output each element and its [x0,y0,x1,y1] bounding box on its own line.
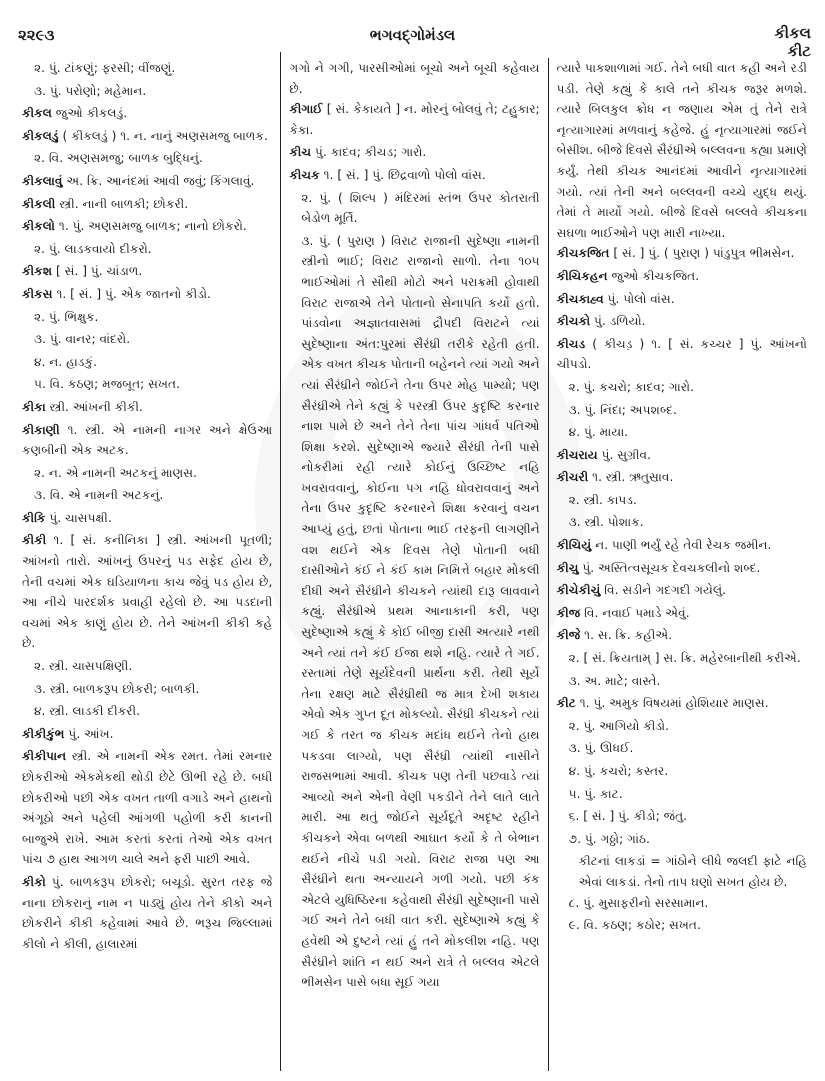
sense-definition: ૩. પું. નિંદા; અપશબ્દ. [568,402,677,417]
headword: કીચક [289,167,320,182]
definition-text: પું. કાદવ; કીચડ; ગારો. [311,145,427,160]
definition-text: જુઓ કીચકજિત. [607,268,700,283]
definition-text: [ સં. ] પું. ચાંડાળ. [52,264,143,279]
sense-definition: ૪. ન. હાડકું. [34,354,97,369]
dictionary-entry [22,284,272,305]
sense-definition: ૨. સ્ત્રી. ચાસપક્ષિણી. [34,659,133,674]
definition-text: ૧. [ સં. ] પું. છિદ્રવાળો પોલો વાંસ. [319,167,486,182]
guide-word-last: કીટ [787,42,811,60]
definition-text: પું. સુગ્રીવ. [597,447,652,462]
headword: કીચ [289,145,312,160]
dictionary-entry [289,99,539,140]
continued-text: ત્યારે પાકશાળામાં ગઈ. તેને બધી વાત કહી અને રડી પડી. તેણે કહ્યું કે કાલે તને કીચક જરૂર મળશે. ત્યારે બિલકુલ ક્રોધ ન જણાય એમ તું તેને રાત્રે નૃત્યાગારમાં મળવાનું કહેજે. હું નૃત્યાગારમાં જઈને બેસીશ. બીજે દિવસે સૈરંધ્રીએ બલ્લવના કહ્યા પ્રમાણે કર્યું. તેથી કીચક આનંદમાં આવીને નૃત્યાગારમાં ગયો. ત્યાં તેની અને બલ્લવની વચ્ચે યુદ્ધ થયું. તેમાં તે માર્યો ગયો. બીજે દિવસે બલ્લવે કીચકના સઘળા ભાઈઓને પણ મારી નાખ્યા. [556,61,807,240]
dictionary-entry [22,872,272,954]
sense-definition: ૩. વિ. એ નામની અટકનું. [34,488,164,503]
sense-definition: ૩. સ્ત્રી. બાળકરૂપ છોકરી; બાળકી. [34,681,200,696]
definition-text: વિ. નવાઈ પમાડે એવું. [580,605,690,620]
definition-text: પું. અસ્તિત્વસૂચક દેવચકલીનો શબ્દ. [578,560,761,575]
dictionary-entry [557,535,807,556]
sense-definition: ૨. પું. ભિક્ષુક. [34,309,99,324]
sense-definition: ૯. વિ. કઠણ; કઠોર; સખત. [568,918,701,933]
sense-definition: ૨. પું. લાડકવાયો દીકરો. [34,241,152,256]
definition-text: ૧. સ. ક્રિ. કહીએ. [580,628,673,643]
definition-text: ૧. [ સં. કનીનિકા ] સ્ત્રી. આંખની પૂતળી; આંખનો તારો. આંખનું ઉપરનું પડ સફેદ હોય છે, તેની વચમાં એક ઘડિયાળના કાચ જેવું પડ હોય છે, આ નીચે પારદર્શક પ્રવાહી રહેલો છે. આ પડદાની વચમાં એક કાણું હોય છે. તેને આંખની કીકી કહે છે. [22,533,273,651]
definition-text: ૧. પું. અણસમજુ બાળક; નાનો છોકરો. [54,219,247,234]
definition-text: [ સં. ] પું. ( પુરાણ ) પાંડુપુત્ર ભીમસેન. [609,246,795,261]
dictionary-entry [22,508,272,529]
dictionary-entry [557,558,807,579]
headword: કીચરી [556,470,589,485]
headword: કીજે [556,628,581,643]
sense-definition: ૩. પું. પરોણો; મહેમાન. [34,83,147,98]
headword: કીકીપાન [22,749,67,764]
definition-text: પું. ચાસપક્ષી. [45,510,112,525]
headword: કીજ [556,605,581,620]
headword: કીકલ [22,106,52,121]
definition-text: વિ. સડીને ગદગદી ગયેલું. [600,583,727,598]
dictionary-entry [22,171,272,192]
headword: કીકલડું [22,128,59,143]
headword: કીકિ [22,510,46,525]
definition-text: ૧. [ સં. ] પું. એક જાતનો કીડો. [52,286,211,301]
column-right [548,58,815,1071]
sense-definition: ૨. પું. ટાંકણું; ફરસી; વીંજણું. [34,61,176,75]
sense-definition: ૩. સ્ત્રી. પોશાક. [568,515,644,530]
sense-definition: ૩. અ. માટે; વાસ્તે. [568,673,661,688]
headword: કીચિયું [556,538,592,553]
definition-text: સ્ત્રી. એ નામની એક રમત. તેમાં રમનાર છોકરીઓ એકમેકથી થોડી છેટે ઊભી રહે છે. બધી છોકરીઓ પછી એક વખત તાળી વગાડે અને હાથનો અંગૂઠો અને પહેલી આંગળી પહોળી કરી કાનની બાજુએ રાખે. આમ કરતાં કરતાં તેઓ એક વખત પાંચ ૭ હાથ આગળ ચાલે અને ફરી પાછી આવે. [22,749,273,867]
dictionary-entry [22,724,272,745]
definition-text: ૧. સ્ત્રી. ઋતુસ્રાવ. [588,470,674,485]
dictionary-entry [22,530,272,654]
headword: કીકીકુંભ [22,726,65,741]
sense-definition: ૩. પું. ઊધઈ. [568,741,634,756]
definition-text: ન. પાણી ભર્યું રહે તેવી રેચક જમીન. [591,538,772,553]
dictionary-entry [557,243,807,264]
page-header [0,0,825,60]
headword: કીચરાય [556,447,598,462]
dictionary-entry [289,165,539,186]
sense-definition: ૩. પું. ( પુરાણ ) વિરાટ રાજાની સુદેષ્ણા નામની સ્ત્રીનો ભાઈ; વિરાટ રાજાનો સાળો. તેના ૧૦૫ ભાઈઓમાં તે સૌથી મોટો અને પરાક્રમી હોવાથી વિરાટ રાજાએ તેને પોતાનો સેનાપતિ કર્યો હતો. પાંડવોના અજ્ઞાતવાસમાં દ્રૌપદી વિરાટને ત્યાં સુદેષ્ણાના અંત:પુરમાં સૈરંધ્રી તરીકે રહેતી હતી. એક વખત કીચક પોતાની બહેનને ત્યાં ગયો અને ત્યાં સૈરંધ્રીને જોઈને તેના ઉપર મોહ પામ્યો; પણ સૈરંધ્રીએ તેને કહ્યું કે પરસ્ત્રી ઉપર કુદૃષ્ટિ કરનાર નાશ પામે છે અને તેને તેના પાંચ ગાંધર્વ પતિઓ શિક્ષા કરશે. સુદેષ્ણાએ જ્યારે સૈરંધ્રી તેની પાસે નોકરીમાં રહી ત્યારે કોઈનું ઉચ્છિષ્ટ નહિ ખવરાવવાનું, કોઈના પગ નહિ ધોવરાવવાનું અને તેના ઉપર કુદૃષ્ટિ કરનારને શિક્ષા કરવાનું વચન આપ્યું હતું, છતાં પોતાના ભાઈ તરફની લાગણીને વશ થઈને એક દિવસ તેણે પોતાની બધી દાસીઓને કંઈ ને કંઈ કામ નિમિત્તે બહાર મોકલી દીધી અને સૈરંધ્રીને કીચકને ત્યાંથી દારૂ લાવવાને કહ્યું. સૈરંધ્રીએ પ્રથમ આનાકાની કરી, પણ સુદેષ્ણાએ કહ્યું કે કોઈ બીજી દાસી અત્યારે નથી અને ત્યાં તને કંઈ ઈજા થશે નહિ. ત્યારે તે ગઈ. રસ્તામાં તેણે સૂર્યદેવની પ્રાર્થના કરી. તેથી સૂર્યે તેના રક્ષણ માટે સૈરંધ્રીથી જ માત્ર દેખી શકાય એવો એક ગુપ્ત દૂત મોકલ્યો. સૈરંધ્રી કીચકને ત્યાં ગઈ કે તરત જ કીચક મદાંધ થઈને તેનો હાથ પકડવા લાગ્યો, પણ સૈરંધ્રી ત્યાંથી નાસીને રાજસભામાં આવી. કીચક પણ તેની પછવાડે ત્યાં આવ્યો અને એની વેણી પકડીને તેને લાતે લાતે મારી. આ થતું જોઈને સૂર્યદૂતે અદૃષ્ટ રહીને કીચકને એવા બળથી આઘાત કર્યો કે તે બેભાન થઈને નીચે પડી ગયો. વિરાટ રાજા પણ આ સૈરંધ્રીને થતા અન્યાયને ગળી ગયો. પછી કંક એટલે યુધિષ્ઠિરના કહેવાથી સૈરંધ્રી સુદેષ્ણાની પાસે ગઈ અને તેને બધી વાત કરી. સુદેષ્ણાએ કહ્યું કે હવેથી એ દુષ્ટને ત્યાં હું તને મોકલીશ નહિ. પણ સૈરંધ્રીને શાંતિ ન થઈ અને રાત્રે તે બલ્લવ એટલે ભીમસેન પાસે બધા સૂઈ ગયા [301,233,540,990]
sense-definition: ૨. પું. ( શિલ્પ ) મંદિરમાં સ્તંભ ઉપર કોતરાતી બેડોળ મૂર્તિ. [301,190,540,226]
headword: કીકલાવું [22,173,63,188]
page-number: ૨૨૯૩ [18,26,55,44]
usage-note: કીટનાં લાકડાં = ગાંઠોને લીધે જલદી ફાટે નહિ એવાં લાકડાં. તેનો તાપ ઘણો સખત હોય છે. [578,854,807,889]
sense-definition: ૨. સ્ત્રી. કાપડ. [568,492,637,507]
dictionary-entry [289,142,539,163]
definition-text: સ્ત્રી. નાની બાળકી; છોકરી. [55,196,189,211]
column-middle [280,52,547,1071]
definition-text: સ્ત્રી. આંખની કીકી. [45,399,143,414]
headword: કીગાઈ [289,102,323,117]
headword: કીકશ [22,264,53,279]
definition-text: જુઓ કીકલડું. [51,106,128,121]
sense-definition: ૬. [ સં. ] પું. કીડો; જંતુ. [568,809,688,824]
sense-definition: ૮. પું. મુસાફરીનો સરસામાન. [568,895,709,910]
definition-text: પું. બાળકરૂપ છોકરો; બચૂડો. સુરત તરફ જે નાના છોકરાનું નામ ન પાડ્યું હોય તેને કીકો અને છોકરીને કીકી કહેવામાં આવે છે. ભરૂચ જિલ્લામાં કીલો ને કીલી, હાલારમાં [22,874,273,951]
definition-text: ૧. સ્ત્રી. એ નામની નાગર અને ક્ષેઉઆ કણબીની એક અટક. [22,422,273,458]
sense-definition: ૨. ન. એ નામની અટકનું માણસ. [34,465,198,480]
dictionary-entry [22,261,272,282]
definition-text: ( કીકલડું ) ૧. ન. નાનું અણસમજુ બાળક. [58,128,268,143]
dictionary-columns [14,58,815,1071]
sense-definition: ૭. પું. ગઠ્ઠો; ગાંઠ. [568,831,650,846]
sense-definition: ૫. વિ. કઠણ; મજબૂત; સખત. [34,377,180,392]
column-left [14,58,280,1071]
dictionary-entry [557,334,807,375]
headword: કીટ [556,696,576,711]
headword: કીચકો [556,314,591,329]
headword: કીચડ [556,336,586,351]
dictionary-entry [22,194,272,215]
sense-definition: ૨. પું. કચરો; કાદવ; ગારો. [568,379,694,394]
dictionary-entry [557,693,807,714]
definition-text: અ. ક્રિ. આનંદમાં આવી જવું; કિંગલાવું. [62,173,255,188]
definition-text: [ સં. કેકાયતે ] ન. મોરનું બોલવું તે; ટહુકાર; કેકા. [289,102,540,137]
dictionary-entry [22,126,272,147]
definition-text: પું. પોલો વાંસ. [603,291,675,306]
headword: કીકસ [22,286,53,301]
guide-words [774,24,811,60]
dictionary-entry [22,397,272,418]
dictionary-entry [22,420,272,461]
headword: કીકો [22,874,46,889]
headword: કીચકાહ્વ [556,291,604,306]
headword: કીકાણી [22,422,60,437]
headword: કીચુ [556,560,579,575]
continued-text: ગગો ને ગગી, પારસીઓમાં બૂચો અને બૂચી કહેવાય છે. [289,61,540,96]
headword: કીચકજિત [556,246,610,261]
definition-text: ( કીચડ઼ ) ૧. [ સં. કચ્ચર ] પું. આંખનો ચીપડો. [556,336,807,372]
sense-definition: ૪. પું. કચરો; કસ્તર. [568,764,669,778]
dictionary-entry [557,467,807,488]
dictionary-entry [22,746,272,870]
dictionary-entry [557,603,807,624]
sense-definition: ૨. પું. આગિયો કીડો. [568,718,669,733]
sense-definition: ૪. સ્ત્રી. લાડકી દીકરી. [34,704,140,719]
definition-text: પું. આંખ. [64,726,114,741]
dictionary-entry [557,289,807,310]
dictionary-entry [557,445,807,466]
running-title: ભગવદ્ગોમંડલ [369,26,456,44]
sense-definition: ૨. વિ. અણસમજુ; બાળક બુદ્ધિનું. [34,151,203,166]
dictionary-entry [557,266,807,287]
dictionary-entry [22,216,272,237]
headword: કીચેકીચું [556,583,601,598]
headword: કીકી [22,533,47,548]
headword: કીચિકહન [556,268,608,283]
dictionary-entry [557,580,807,601]
dictionary-entry [557,625,807,646]
sense-definition: ૫. પું. કાટ. [568,786,623,801]
headword: કીકા [22,399,46,414]
guide-word-first: કીકલ [774,24,811,42]
definition-text: ૧. પું. અમુક વિષયમાં હોશિયાર માણસ. [575,696,769,711]
sense-definition: ૩. પું. વાનર; વાંદરો. [34,332,131,347]
dictionary-entry [22,103,272,124]
sense-definition: ૨. [ સં. ક્રિયતામ્ ] સ. ક્રિ. મહેરબાનીથી કરીએ. [568,651,801,666]
sense-definition: ૪. પું. માયા. [568,425,629,440]
dictionary-entry [557,311,807,332]
definition-text: પું. ડળિયો. [590,314,646,329]
headword: કીકલી [22,196,56,211]
headword: કીકલો [22,219,55,234]
